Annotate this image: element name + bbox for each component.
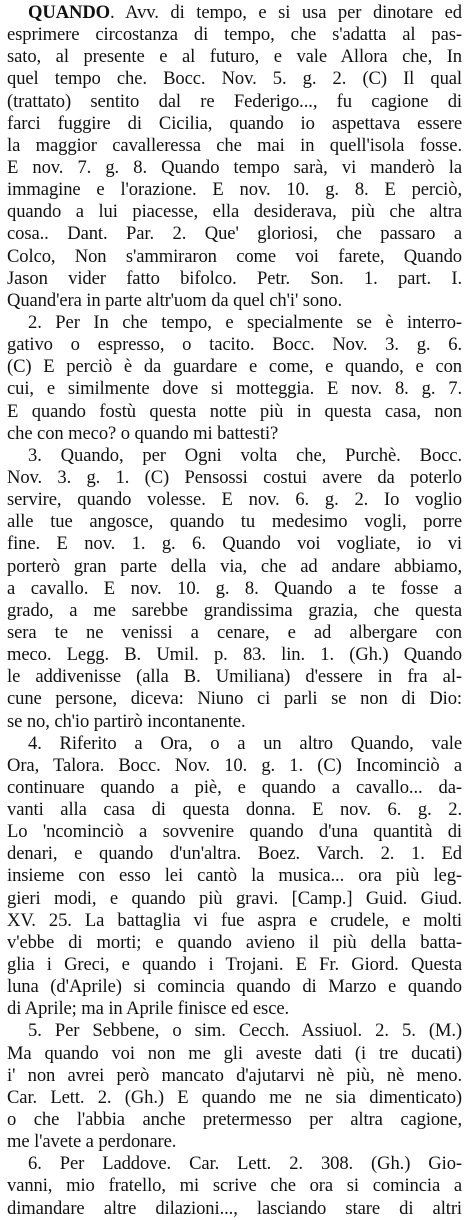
text-line: 5. Per Sebbene, o sim. Cecch. Assiuol. 2. 5. (M.)	[28, 1020, 462, 1042]
text-line: o che l'abbia anche pretermesso per altra cagione,	[7, 1109, 462, 1131]
text-line: Quand'era in parte altr'uom da quel ch'i' sono.	[7, 289, 343, 311]
text-line: i' non avrei però mancato d'ajutarvi nè più, nè meno.	[7, 1064, 462, 1086]
headword: QUANDO	[28, 2, 111, 23]
text-line: di Aprile; ma in Aprile finisce ed esce.	[7, 998, 290, 1020]
text-line: cosa.. Dant. Par. 2. Que' gloriosi, che passaro a	[7, 223, 462, 245]
text-line: Car. Lett. 2. (Gh.) E quando me ne sia dimenticato)	[7, 1086, 462, 1108]
text-line: me l'avete a perdonare.	[7, 1131, 177, 1153]
text-line: insieme con esso lei cantò la musica... ora più leg-	[7, 865, 462, 887]
text-line: servire, quando volesse. E nov. 6. g. 2. Io voglio	[7, 489, 462, 511]
text-line: gieri modi, e quando più gravi. [Camp.] Guid. Giud.	[7, 887, 462, 909]
text-line: (trattato) sentito dal re Federigo..., fu cagione di	[7, 90, 462, 112]
text-line: quando a lui piacesse, ella desiderava, più che altra	[7, 201, 462, 223]
text-line: v'ebbe di morti; e quando avieno il più della batta-	[7, 931, 462, 953]
entry-text-column	[7, 2, 462, 1220]
text-line: cui, e similmente dove si motteggia. E nov. 8. g. 7.	[7, 378, 462, 400]
text-line: farci fuggire di Cicilia, quando io aspettava essere	[7, 112, 462, 134]
text-line: sato, al presente e al futuro, e vale Allora che, In	[7, 46, 462, 68]
text-line: E nov. 7. g. 8. Quando tempo sarà, vi manderò la	[7, 156, 462, 178]
text-line: 6. Per Laddove. Car. Lett. 2. 308. (Gh.) Gio-	[28, 1153, 462, 1175]
text-line: immagine e l'orazione. E nov. 10. g. 8. E perciò,	[7, 179, 462, 201]
text-line: vanni, mio fratello, mi scrive che ora si comincia a	[7, 1175, 462, 1197]
text-line: Lo 'ncominciò a sovvenire quando d'una quantità di	[7, 821, 462, 843]
text-line: Jason vider fatto bifolco. Petr. Son. 1. part. I.	[7, 267, 462, 289]
text-line: luna (d'Aprile) si comincia quando di Marzo e quando	[7, 976, 462, 998]
text-line: (C) E perciò è da guardare e come, e quando, e con	[7, 356, 462, 378]
text-line: vanti alla casa di questa donna. E nov. 6. g. 2.	[7, 799, 462, 821]
text-line: a cavallo. E nov. 10. g. 8. Quando a te fosse a	[7, 577, 462, 599]
text-line: denari, e quando d'un'altra. Boez. Varch. 2. 1. Ed	[7, 843, 462, 865]
text-line: 4. Riferito a Ora, o a un altro Quando, vale	[28, 732, 462, 754]
text-line: Ma quando voi non me gli aveste dati (i tre ducati)	[7, 1042, 462, 1064]
text-line: quel tempo che. Bocc. Nov. 5. g. 2. (C) Il qual	[7, 68, 462, 90]
text-line: se no, ch'io partirò incontanente.	[7, 710, 246, 732]
text-line: XV. 25. La battaglia vi fue aspra e crudele, e molti	[7, 909, 462, 931]
text-line: sera te ne venissi a cenare, e ad albergare con	[7, 621, 462, 643]
text-line: Ora, Talora. Bocc. Nov. 10. g. 1. (C) Incominciò a	[7, 754, 462, 776]
text-line: glia i Greci, e quando i Trojani. E Fr. Giord. Questa	[7, 954, 462, 976]
text-line: Nov. 3. g. 1. (C) Pensossi costui avere da poterlo	[7, 466, 462, 488]
text-line: cune persone, diceva: Niuno ci parli se non di Dio:	[7, 688, 462, 710]
text-line: meco. Legg. B. Umil. p. 83. lin. 1. (Gh.) Quando	[7, 644, 462, 666]
text-line: gativo o espresso, o tacito. Bocc. Nov. 3. g. 6.	[7, 334, 462, 356]
text-line: E quando fostù questa notte più in questa casa, non	[7, 400, 462, 422]
text-line: QUANDO. Avv. di tempo, e si usa per dinotare ed	[28, 2, 462, 23]
text-line: fine. E nov. 1. g. 6. Quando voi vogliate, io vi	[7, 533, 462, 555]
text-line: alle tue angosce, quando tu medesimo vogli, porre	[7, 511, 462, 533]
text-line: 2. Per In che tempo, e specialmente se è interro-	[28, 311, 462, 333]
text-line: continuare quando a piè, e quando a cavallo... da-	[7, 776, 462, 798]
text-line: 3. Quando, per Ogni volta che, Purchè. Bocc.	[28, 444, 462, 466]
text-line: porterò gran parte della via, che ad andare abbiamo,	[7, 555, 462, 577]
text-line: che con meco? o quando mi battesti?	[7, 422, 279, 444]
text-line: la maggior cavalleressa che mai in quell'isola fosse.	[7, 134, 462, 156]
text-line: esprimere circostanza di tempo, che s'adatta al pas-	[7, 24, 462, 46]
text-line: grado, a me sarebbe grandissima grazia, che questa	[7, 599, 462, 621]
text-line: le addivenisse (alla B. Umiliana) d'essere in fra al-	[7, 666, 462, 688]
text-line: dimandare altre dilazioni..., lasciando stare di altri	[7, 1197, 462, 1219]
text-line: Colco, Non s'ammiraron come voi farete, Quando	[7, 245, 462, 267]
